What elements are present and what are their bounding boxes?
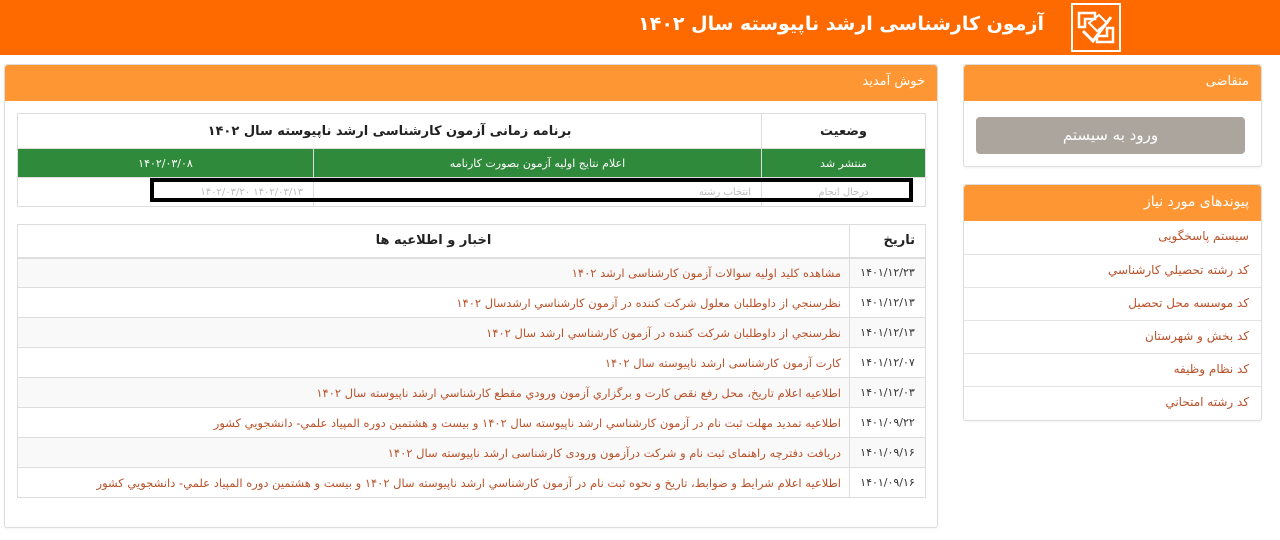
schedule-row	[18, 149, 926, 178]
news-row	[18, 438, 926, 468]
welcome-panel	[4, 64, 938, 528]
link-response-system[interactable]: سیستم پاسخگویی	[1158, 229, 1249, 243]
welcome-panel-title: خوش آمدید	[5, 65, 937, 101]
required-links-panel	[963, 184, 1262, 421]
news-date: ۱۴۰۱/۱۲/۱۳	[850, 288, 926, 318]
schedule-header-title: برنامه زمانی آزمون کارشناسی ارشد ناپیوسته سال ۱۴۰۲	[18, 114, 762, 149]
applicant-panel	[963, 64, 1262, 167]
applicant-panel-title: متقاضی	[964, 65, 1261, 101]
link-exam-field-code[interactable]: كد رشته امتحاني	[964, 386, 1261, 419]
news-row	[18, 348, 926, 378]
link-bachelor-field-code[interactable]: كد رشته تحصيلي كارشناسي	[964, 254, 1261, 287]
schedule-event: انتخاب رشته	[314, 178, 762, 207]
news-date: ۱۴۰۱/۰۹/۱۶	[850, 468, 926, 498]
news-date: ۱۴۰۱/۱۲/۱۳	[850, 318, 926, 348]
news-link[interactable]: نظرسنجي از داوطلبان شركت كننده در آزمون كارشناسي ارشد سال ۱۴۰۲	[18, 318, 850, 348]
links-panel-title: پیوندهای مورد نیاز	[964, 185, 1261, 221]
link-district-city-code[interactable]: کد بخش و شهرستان	[964, 320, 1261, 353]
login-button[interactable]: ورود به سیستم	[976, 117, 1245, 154]
news-table	[17, 224, 926, 498]
site-title: آزمون کارشناسی ارشد ناپیوسته سال ۱۴۰۲	[638, 13, 1044, 35]
schedule-date: ۱۴۰۲/۰۳/۱۳ ۱۴۰۲/۰۳/۲۰	[18, 178, 314, 207]
news-link[interactable]: مشاهده کلید اولیه سوالات آزمون کارشناسی ارشد ۱۴۰۲	[18, 258, 850, 288]
news-row	[18, 258, 926, 288]
news-link[interactable]: کارت آزمون کارشناسی ارشد ناپیوسته سال ۱۴۰۲	[18, 348, 850, 378]
news-link[interactable]: نظرسنجي از داوطلبان معلول شركت كننده در آزمون كارشناسي ارشدسال ۱۴۰۲	[18, 288, 850, 318]
news-date: ۱۴۰۱/۰۹/۲۲	[850, 408, 926, 438]
schedule-status: منتشر شد	[762, 149, 926, 178]
schedule-status: درحال انجام	[762, 178, 926, 207]
schedule-row	[18, 178, 926, 207]
schedule-date: ۱۴۰۲/۰۳/۰۸	[18, 149, 314, 178]
news-link[interactable]: اطلاعيه اعلام شرايط و ضوابط، تاريخ و نحوه ثبت نام در آزمون كارشناسي ارشد ناپيوسته سال ۱۴۰۲ و بيست و هشتمين دوره المپياد علمي- دانشجويي كشور	[18, 468, 850, 498]
news-link[interactable]: اطلاعيه تمديد مهلت ثبت نام در آزمون كارشناسي ارشد ناپيوسته سال ۱۴۰۲ و بيست و هشتمين دوره المپياد علمي- دانشجويي كشور	[18, 408, 850, 438]
news-link[interactable]: دریافت دفترچه راهنمای ثبت نام و شرکت درآزمون ورودی کارشناسی ارشد ناپیوسته سال ۱۴۰۲	[18, 438, 850, 468]
news-link[interactable]: اطلاعيه اعلام تاريخ، محل رفع نقص كارت و برگزاري آزمون ورودي مقطع كارشناسي ارشد ناپيوسته سال ۱۴۰۲	[18, 378, 850, 408]
news-date: ۱۴۰۱/۱۲/۰۳	[850, 378, 926, 408]
news-date: ۱۴۰۱/۱۲/۰۷	[850, 348, 926, 378]
news-row	[18, 288, 926, 318]
schedule-header-status: وضعیت	[762, 114, 926, 149]
exam-schedule-table	[17, 113, 926, 207]
news-header-date: تاریخ	[850, 225, 926, 258]
organization-logo-icon[interactable]	[1071, 3, 1121, 52]
news-date: ۱۴۰۱/۰۹/۱۶	[850, 438, 926, 468]
top-header-bar	[0, 0, 1280, 55]
news-row	[18, 378, 926, 408]
link-military-service-code[interactable]: کد نظام وظیفه	[964, 353, 1261, 386]
news-header-title: اخبار و اطلاعیه ها	[18, 225, 850, 258]
schedule-event: اعلام نتایج اولیه آزمون بصورت کارنامه	[314, 149, 762, 178]
news-row	[18, 318, 926, 348]
news-row	[18, 408, 926, 438]
news-row	[18, 468, 926, 498]
news-date: ۱۴۰۱/۱۲/۲۳	[850, 258, 926, 288]
links-list	[964, 221, 1261, 419]
link-institution-code[interactable]: کد موسسه محل تحصیل	[964, 287, 1261, 320]
